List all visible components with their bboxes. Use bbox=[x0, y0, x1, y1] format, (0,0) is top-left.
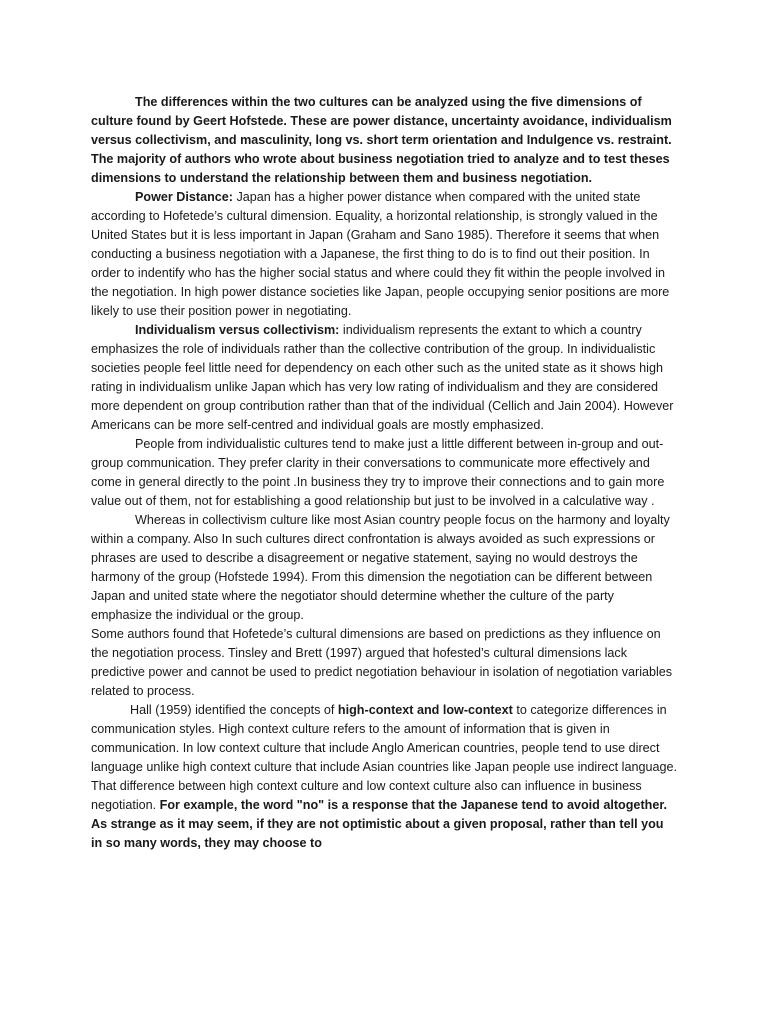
text-run: People from individualistic cultures tend to make just a little different between in-group and out-group communication. They prefer clarity in their conversations to communicate more effectively and come in general directly to the point .In business they try to improve their connections and to gain more value out of them, not for establishing a good relationship but just to be involved in a calculative way . bbox=[91, 437, 665, 508]
bold-text-run: Individualism versus collectivism: bbox=[135, 323, 340, 337]
bold-text-run: For example, the word "no" is a response that the Japanese tend to avoid altogether. As strange as it may seem, if they are not optimistic about a given proposal, rather than tell you in so many words, they may choose to bbox=[91, 798, 668, 850]
paragraph bbox=[91, 511, 677, 625]
text-run: Some authors found that Hofetede’s cultural dimensions are based on predictions as they influence on the negotiation process. Tinsley and Brett (1997) argued that hofested’s cultural dimensions lack predictive power and cannot be used to predict negotiation behaviour in isolation of negotiation variables related to process. bbox=[91, 627, 673, 698]
paragraph bbox=[91, 321, 677, 435]
document-page bbox=[91, 93, 677, 853]
paragraph bbox=[91, 93, 677, 188]
text-run: Japan has a higher power distance when compared with the united state according to Hofetede’s cultural dimension. Equality, a horizontal relationship, is strongly valued in the United States but it is less important in Japan (Graham and Sano 1985). Therefore it seems that when conducting a business negotiation with a Japanese, the first thing to do is to find out their position. In order to indentify who has the higher social status and where could they fit within the people involved in the negotiation. In high power distance societies like Japan, people occupying senior positions are more likely to use their position power in negotiating. bbox=[91, 190, 670, 318]
text-run: Hall (1959) identified the concepts of bbox=[130, 703, 338, 717]
paragraph bbox=[91, 188, 677, 321]
bold-text-run: The differences within the two cultures can be analyzed using the five dimensions of culture found by Geert Hofstede. These are power distance, uncertainty avoidance, individualism versus collectivism, and masculinity, long vs. short term orientation and Indulgence vs. restraint. The majority of authors who wrote about business negotiation tried to analyze and to test theses dimensions to understand the relationship between them and business negotiation. bbox=[91, 95, 672, 185]
paragraph bbox=[91, 435, 677, 511]
paragraph bbox=[91, 701, 677, 853]
text-run: Whereas in collectivism culture like most Asian country people focus on the harmony and loyalty within a company. Also In such cultures direct confrontation is always avoided as such expressions or phrases are used to describe a disagreement or negative statement, saying no would destroys the harmony of the group (Hofstede 1994). From this dimension the negotiation can be different between Japan and united state where the negotiator should determine whether the culture of the party emphasize the individual or the group. bbox=[91, 513, 670, 622]
text-run: to categorize differences in communication styles. High context culture refers to the amount of information that is given in communication. In low context culture that include Anglo American countries, people tend to use direct language unlike high context culture that include Asian countries like Japan people use indirect language. That difference between high context culture and low context culture also can influence in business negotiation. bbox=[91, 703, 678, 812]
bold-text-run: Power Distance: bbox=[135, 190, 233, 204]
bold-text-run: high-context and low-context bbox=[337, 703, 513, 717]
text-run: individualism represents the extant to which a country emphasizes the role of individuals rather than the collective contribution of the group. In individualistic societies people feel little need for dependency on each other such as the united state as it shows high rating in individualism unlike Japan which has very low rating of individualism and they are considered more dependent on group contribution rather than that of the individual (Cellich and Jain 2004). However Americans can be more self-centred and individual goals are mostly emphasized. bbox=[91, 323, 674, 432]
paragraph bbox=[91, 625, 677, 701]
